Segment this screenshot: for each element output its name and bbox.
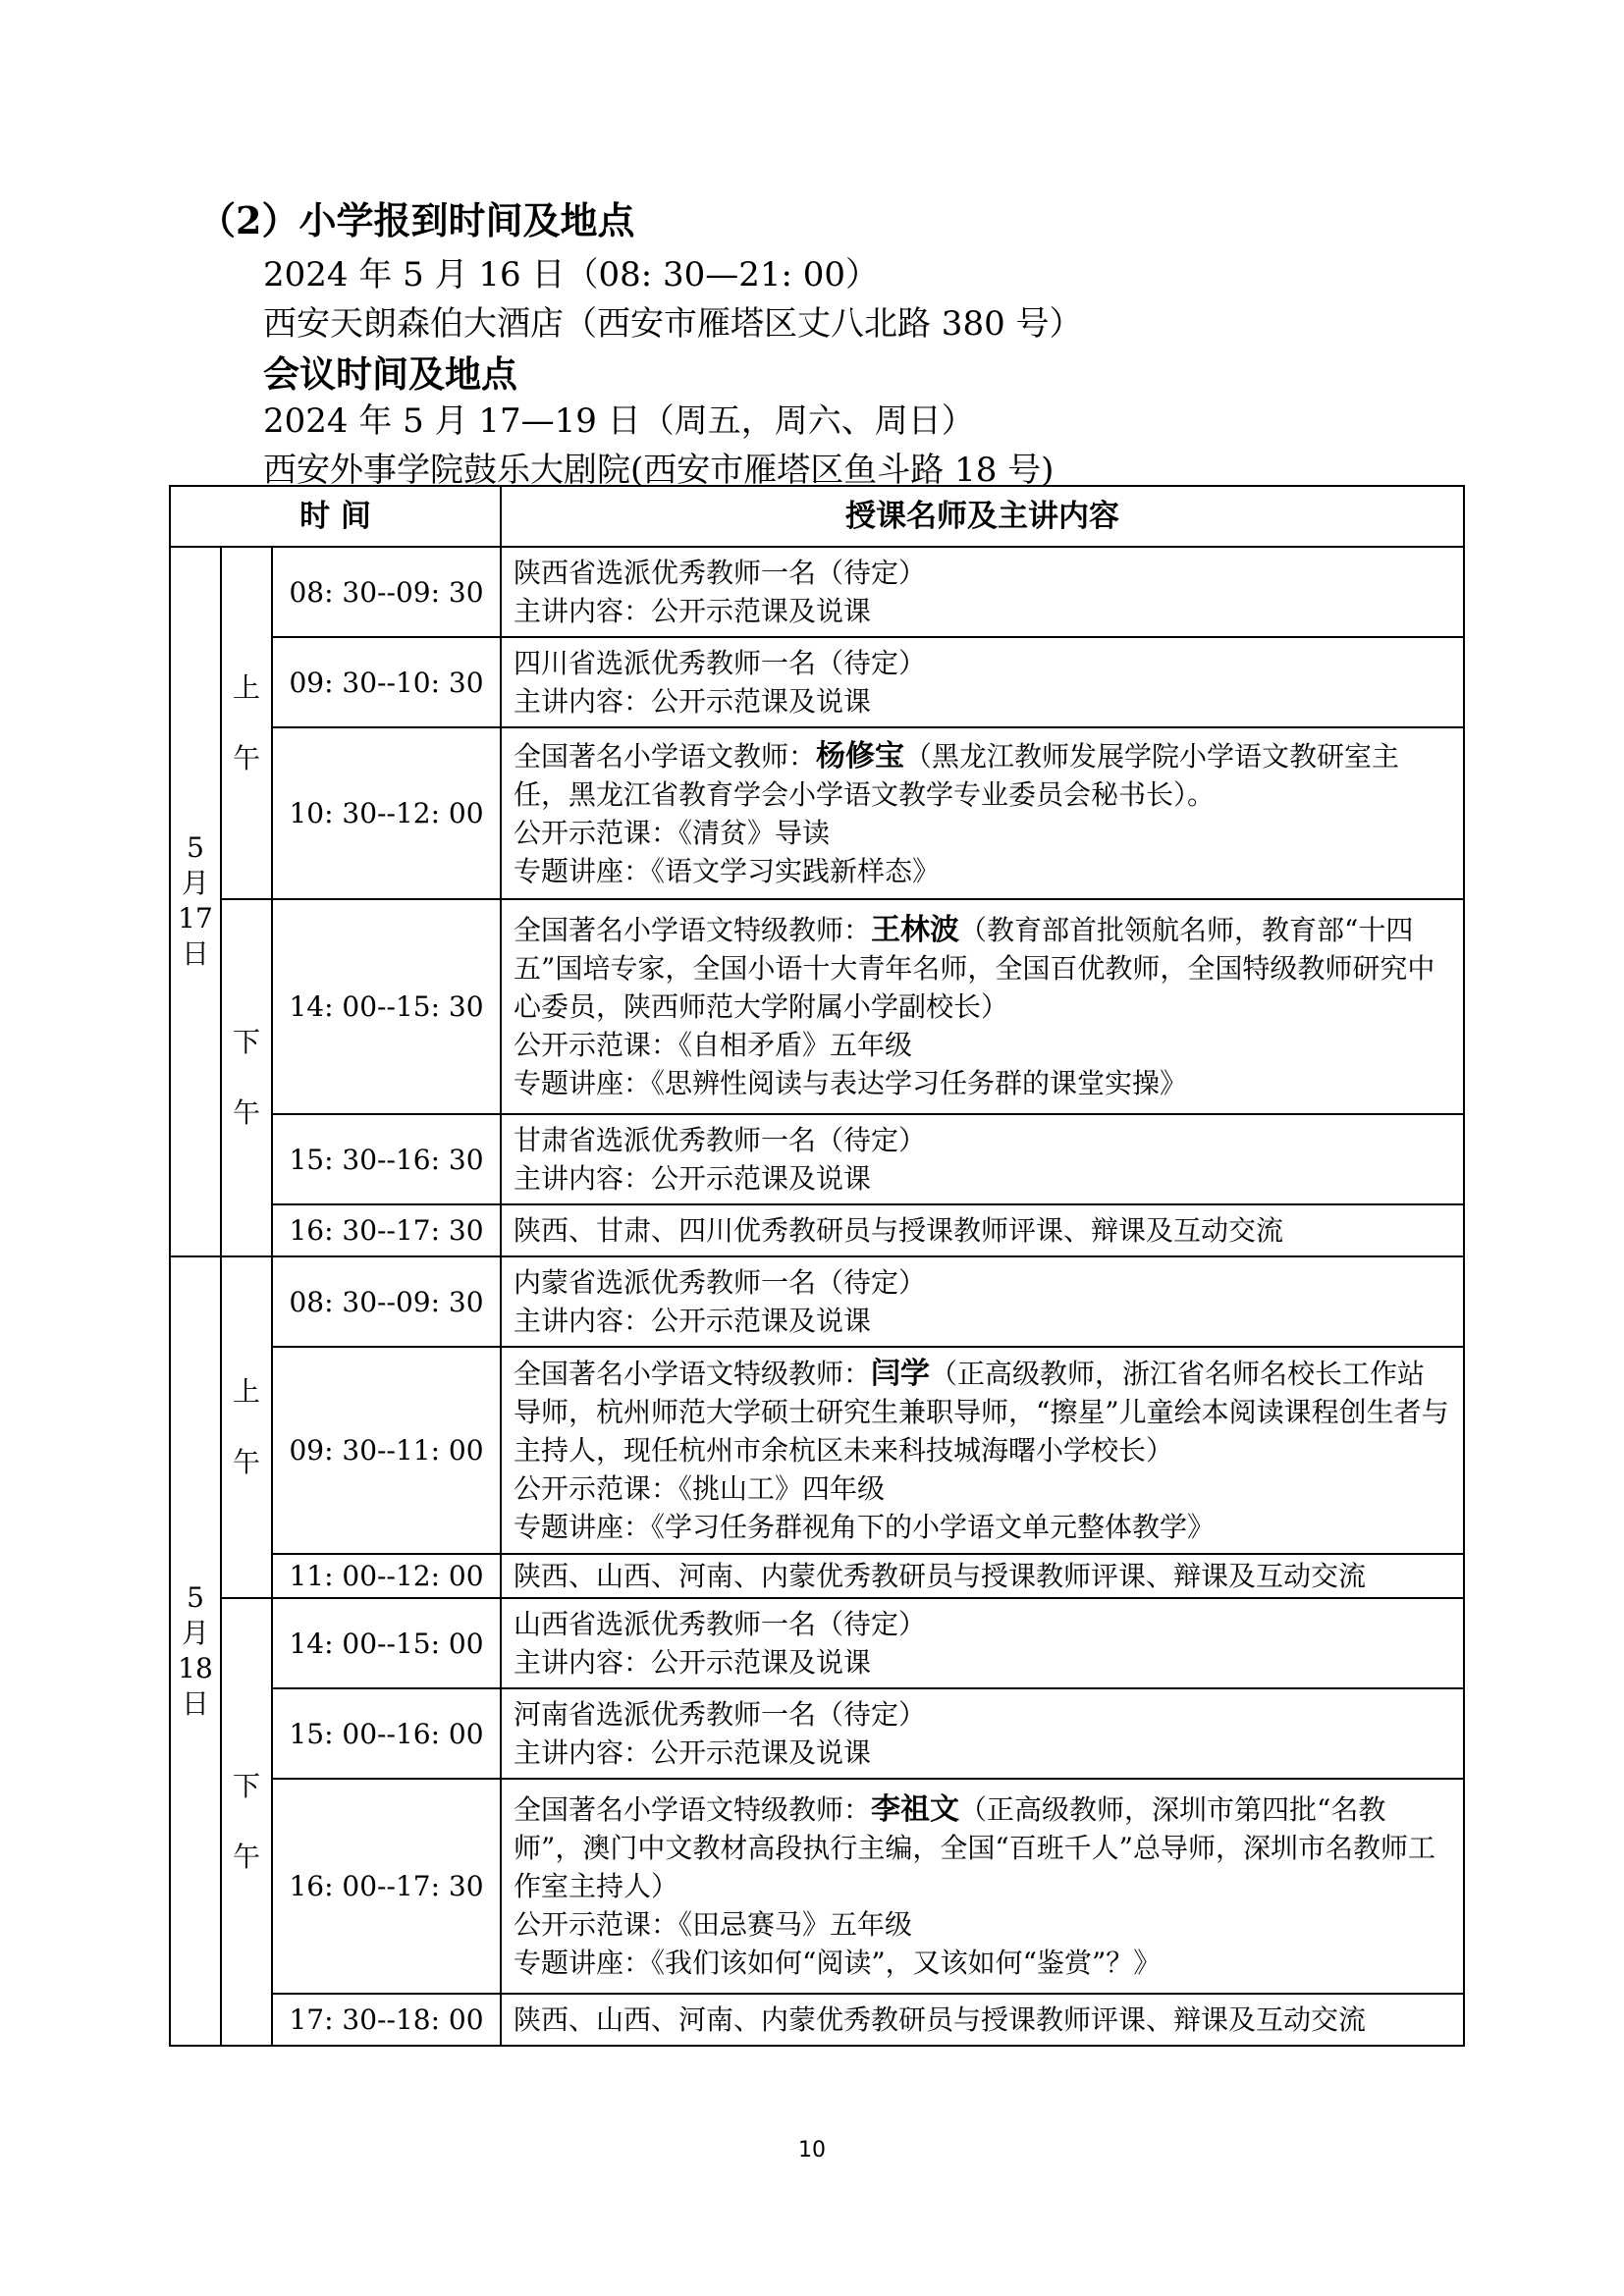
content-cell: 陕西、山西、河南、内蒙优秀教研员与授课教师评课、辩课及互动交流 [501,1994,1464,2046]
date-cell [170,547,221,1256]
teacher-name: 王林波 [871,913,960,947]
meeting-title: 会议时间及地点 [263,352,517,396]
time-cell: 15: 30--16: 30 [272,1114,501,1204]
date-cell [170,1256,221,2046]
table-row [170,1598,1464,1688]
date-label: 5 月 18 日 [178,1580,213,1720]
time-cell: 14: 00--15: 00 [272,1598,501,1688]
table-row [170,1554,1464,1598]
morning-cell [221,1256,272,1598]
time-cell: 09: 30--10: 30 [272,637,501,727]
table-row [170,1779,1464,1994]
morning-cell [221,547,272,899]
header-time: 时 间 [170,486,501,547]
section-heading: （2）小学报到时间及地点 [198,198,635,242]
time-cell: 11: 00--12: 00 [272,1554,501,1598]
time-cell: 10: 30--12: 00 [272,727,501,899]
table-row [170,1256,1464,1347]
content-cell: 陕西省选派优秀教师一名（待定） 主讲内容：公开示范课及说课 [501,547,1464,637]
meeting-date: 2024 年 5 月 17—19 日（周五，周六、周日） [263,401,975,441]
time-cell: 15: 00--16: 00 [272,1688,501,1779]
content-cell: 全国著名小学语文特级教师：李祖文（正高级教师，深圳市第四批“名教师”，澳门中文教材高段执行主编，全国“百班千人”总导师，深圳市名教师工作室主持人） 公开示范课：《田忌赛马》五年级 专题讲座：《我们该如何“阅读”，又该如何“鉴赏”？》 [501,1779,1464,1994]
time-cell: 16: 30--17: 30 [272,1204,501,1256]
checkin-date: 2024 年 5 月 16 日（08: 30—21: 00） [263,255,880,294]
table-row [170,1114,1464,1204]
table-row [170,727,1464,899]
time-cell: 17: 30--18: 00 [272,1994,501,2046]
content-cell: 全国著名小学语文特级教师：闫学（正高级教师，浙江省名师名校长工作站导师，杭州师范大学硕士研究生兼职导师，“擦星”儿童绘本阅读课程创生者与主持人，现任杭州市余杭区未来科技城海曙小学校长） 公开示范课：《挑山工》四年级 专题讲座：《学习任务群视角下的小学语文单元整体教学》 [501,1347,1464,1554]
content-cell: 陕西、山西、河南、内蒙优秀教研员与授课教师评课、辩课及互动交流 [501,1554,1464,1598]
afternoon-label: 下 午 [232,1770,260,1873]
time-cell: 08: 30--09: 30 [272,1256,501,1347]
content-cell: 全国著名小学语文特级教师：王林波（教育部首批领航名师，教育部“十四五”国培专家，全国小语十大青年名师，全国百优教师，全国特级教师研究中心委员，陕西师范大学附属小学副校长） 公开示范课：《自相矛盾》五年级 专题讲座：《思辨性阅读与表达学习任务群的课堂实操》 [501,899,1464,1114]
content-cell: 甘肃省选派优秀教师一名（待定） 主讲内容：公开示范课及说课 [501,1114,1464,1204]
afternoon-label: 下 午 [232,1026,260,1129]
content-cell: 全国著名小学语文教师：杨修宝（黑龙江教师发展学院小学语文教研室主任，黑龙江省教育学会小学语文教学专业委员会秘书长）。 公开示范课：《清贫》导读 专题讲座：《语文学习实践新样态》 [501,727,1464,899]
checkin-place: 西安天朗森伯大酒店（西安市雁塔区丈八北路 380 号） [263,304,1083,344]
morning-label: 上 午 [232,670,260,774]
meeting-place: 西安外事学院鼓乐大剧院(西安市雁塔区鱼斗路 18 号) [263,451,1055,490]
teacher-name: 杨修宝 [816,738,905,774]
table-header [170,486,1464,547]
table-row [170,1204,1464,1256]
morning-label: 上 午 [232,1375,260,1478]
time-cell: 14: 00--15: 30 [272,899,501,1114]
table-row [170,1688,1464,1779]
date-label: 5 月 17 日 [178,831,213,970]
schedule-table [169,485,1465,2047]
time-cell: 16: 00--17: 30 [272,1779,501,1994]
afternoon-cell [221,1598,272,2046]
content-cell: 四川省选派优秀教师一名（待定） 主讲内容：公开示范课及说课 [501,637,1464,727]
content-cell: 内蒙省选派优秀教师一名（待定） 主讲内容：公开示范课及说课 [501,1256,1464,1347]
page-number: 10 [798,2138,826,2163]
header-content: 授课名师及主讲内容 [501,486,1464,547]
table-row [170,547,1464,637]
table-row [170,899,1464,1114]
table-row [170,637,1464,727]
time-cell: 09: 30--11: 00 [272,1347,501,1554]
table-row [170,1994,1464,2046]
teacher-name: 李祖文 [871,1792,960,1827]
table-row [170,1347,1464,1554]
time-cell: 08: 30--09: 30 [272,547,501,637]
content-cell: 河南省选派优秀教师一名（待定） 主讲内容：公开示范课及说课 [501,1688,1464,1779]
content-cell: 陕西、甘肃、四川优秀教研员与授课教师评课、辩课及互动交流 [501,1204,1464,1256]
content-cell: 山西省选派优秀教师一名（待定） 主讲内容：公开示范课及说课 [501,1598,1464,1688]
teacher-name: 闫学 [871,1357,931,1391]
afternoon-cell [221,899,272,1256]
